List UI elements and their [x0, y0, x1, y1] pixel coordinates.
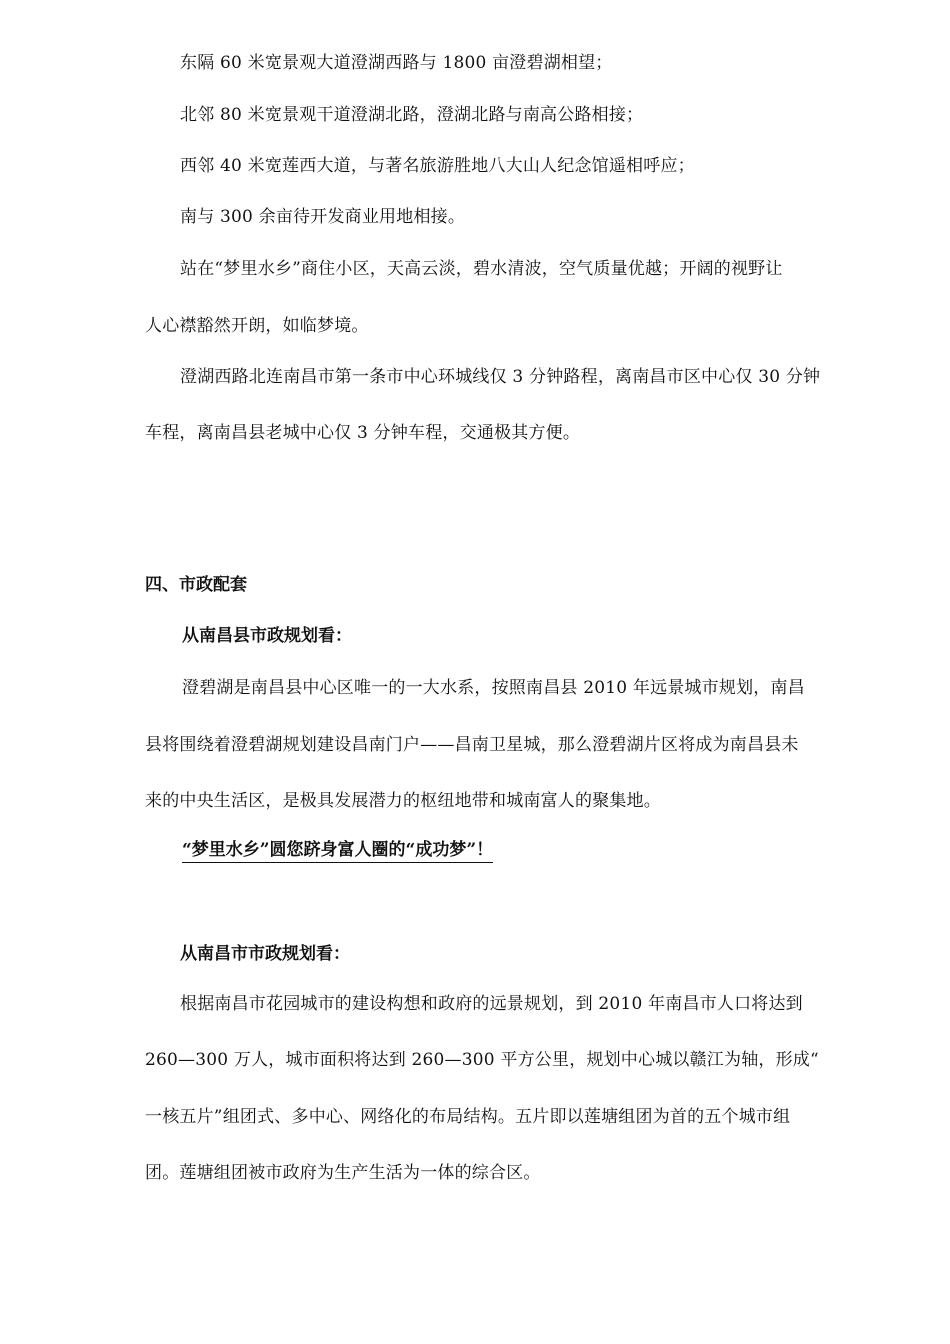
paragraph-county-line1: 澄碧湖是南昌县中心区唯一的一大水系，按照南昌县 2010 年远景城市规划，南昌: [182, 678, 805, 698]
paragraph-south: 南与 300 余亩待开发商业用地相接。: [180, 207, 466, 227]
subheading-county-plan: 从南昌县市政规划看：: [182, 626, 352, 646]
paragraph-city-line4: 团。莲塘组团被市政府为生产生活为一体的综合区。: [145, 1163, 541, 1183]
slogan-underlined: “梦里水乡”圆您跻身富人圈的“成功梦”！: [182, 839, 493, 863]
paragraph-city-line2: 260—300 万人，城市面积将达到 260—300 平方公里，规划中心城以赣江为轴，形成“: [145, 1050, 819, 1070]
subheading-city-plan: 从南昌市市政规划看：: [180, 944, 350, 964]
paragraph-city-line3: 一核五片”组团式、多中心、网络化的布局结构。五片即以莲塘组团为首的五个城市组: [145, 1107, 791, 1127]
paragraph-city-line1: 根据南昌市花园城市的建设构想和政府的远景规划，到 2010 年南昌市人口将达到: [180, 994, 803, 1014]
paragraph-county-line3: 来的中央生活区，是极具发展潜力的枢纽地带和城南富人的聚集地。: [145, 791, 661, 811]
paragraph-county-line2: 县将围绕着澄碧湖规划建设昌南门户——昌南卫星城，那么澄碧湖片区将成为南昌县未: [145, 735, 799, 755]
paragraph-north: 北邻 80 米宽景观干道澄湖北路，澄湖北路与南高公路相接；: [180, 105, 644, 125]
paragraph-view-line2: 人心襟豁然开朗，如临梦境。: [145, 316, 369, 336]
paragraph-traffic-line1: 澄湖西路北连南昌市第一条市中心环城线仅 3 分钟路程，离南昌市区中心仅 30 分钟: [180, 367, 821, 387]
paragraph-view-line1: 站在“梦里水乡”商住小区，天高云淡，碧水清波，空气质量优越；开阔的视野让: [180, 259, 783, 279]
section-heading-municipal: 四、市政配套: [145, 575, 247, 595]
paragraph-traffic-line2: 车程，离南昌县老城中心仅 3 分钟车程，交通极其方便。: [145, 423, 581, 443]
paragraph-east: 东隔 60 米宽景观大道澄湖西路与 1800 亩澄碧湖相望；: [180, 53, 613, 73]
paragraph-west: 西邻 40 米宽莲西大道，与著名旅游胜地八大山人纪念馆遥相呼应；: [180, 156, 695, 176]
